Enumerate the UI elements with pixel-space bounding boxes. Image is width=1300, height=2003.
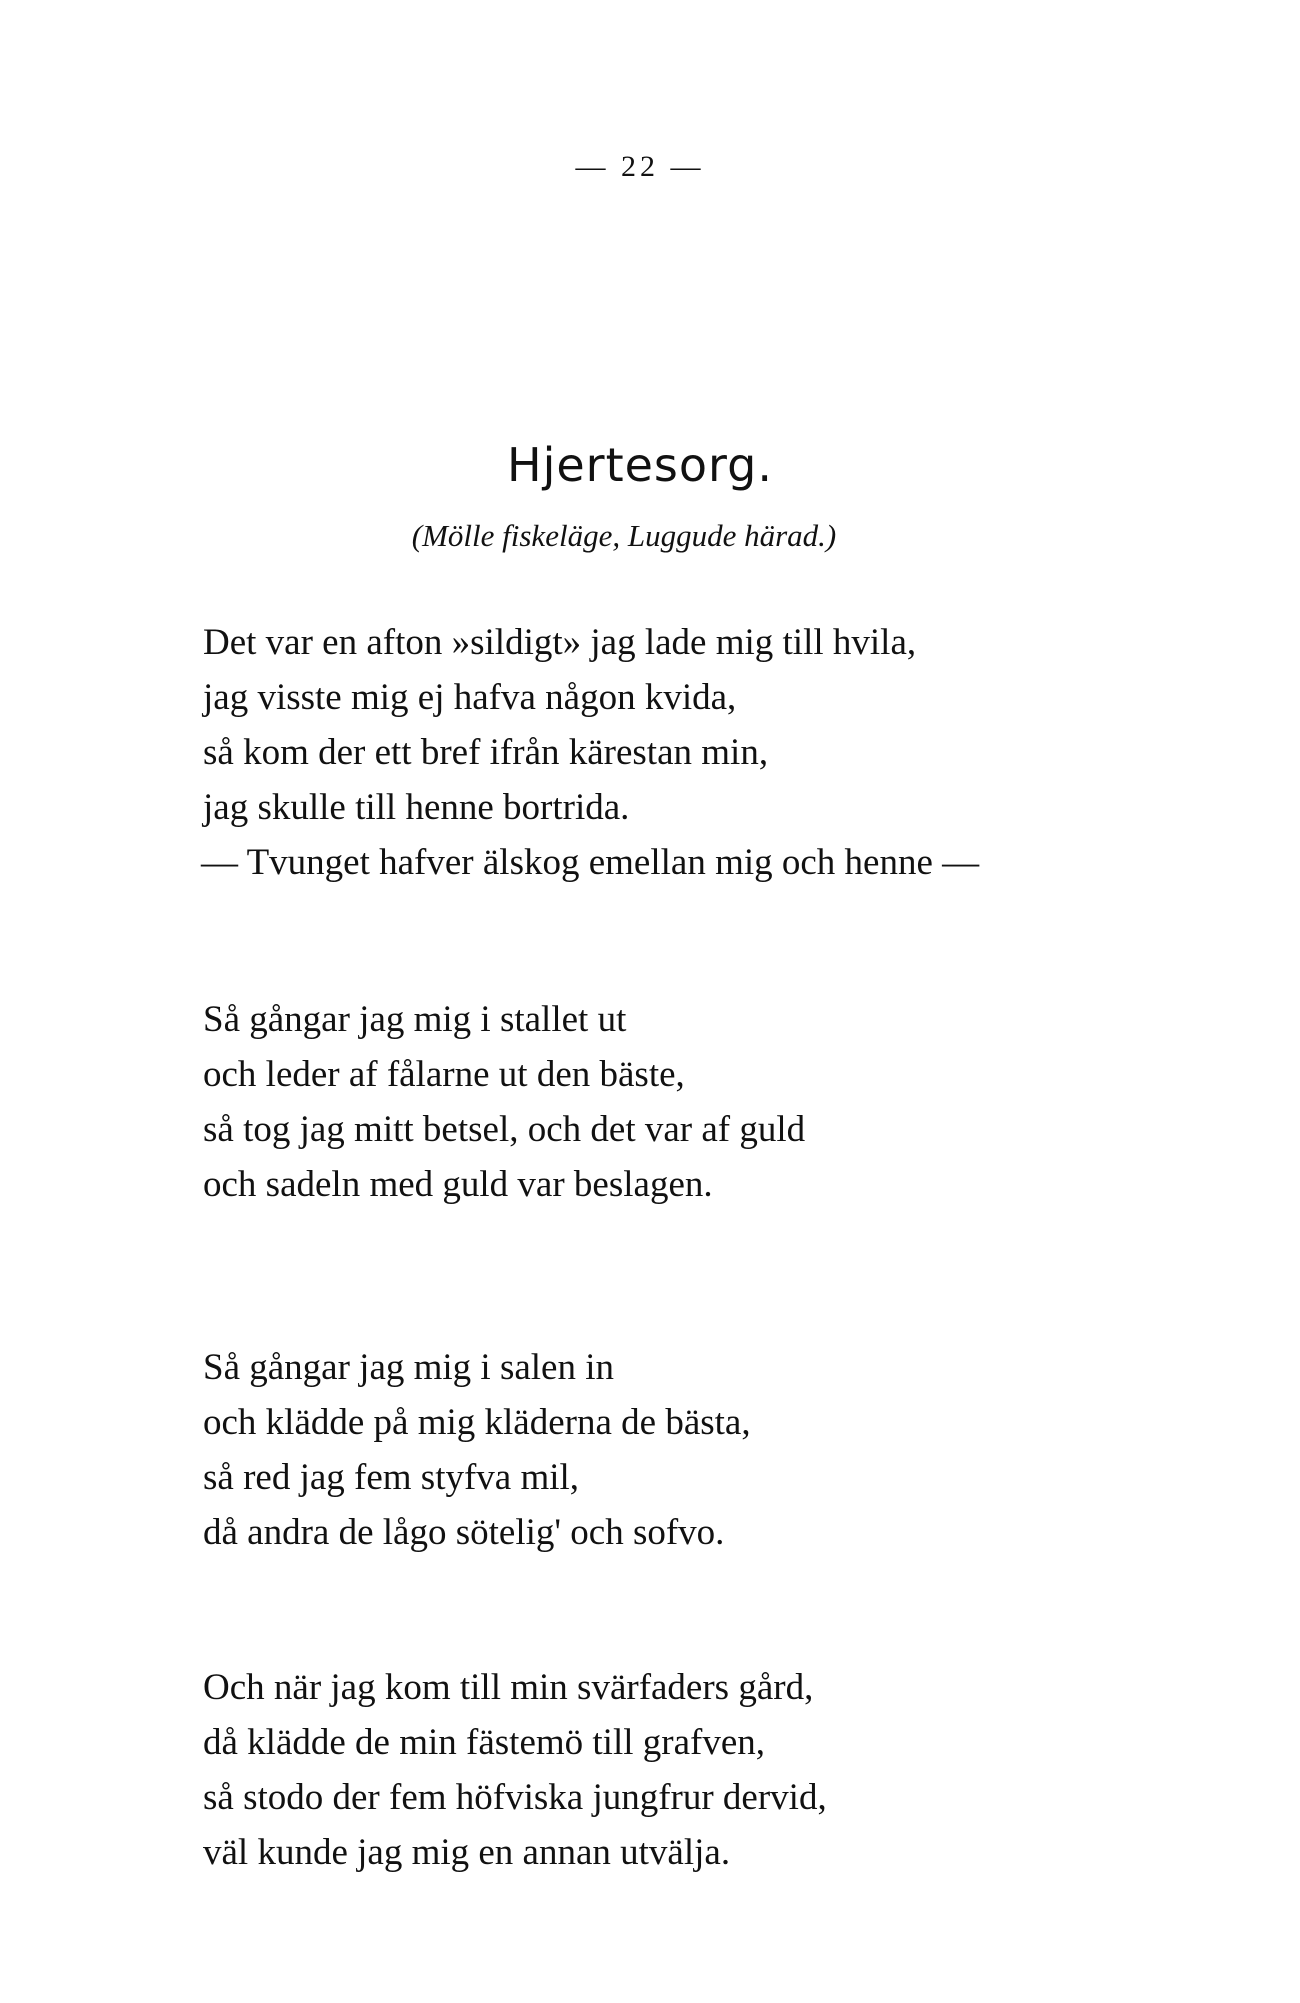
verse-line: jag skulle till henne bortrida. — [203, 787, 630, 828]
poem-subtitle: (Mölle fiskeläge, Luggude härad.) — [411, 518, 837, 553]
page-number: — 22 — — [575, 150, 705, 183]
verse-line: då andra de lågo sötelig' och sofvo. — [203, 1512, 725, 1553]
verse-line: och sadeln med guld var beslagen. — [203, 1164, 713, 1205]
verse-line: så red jag fem styfva mil, — [203, 1457, 580, 1498]
verse-line: så kom der ett bref ifrån kärestan min, — [203, 732, 769, 773]
verse-line: Och när jag kom till min svärfaders gård, — [203, 1667, 814, 1708]
poem-title: Hjertesorg. — [507, 438, 773, 492]
stanza-4 — [203, 1660, 827, 1880]
verse-line: då klädde de min fästemö till grafven, — [203, 1722, 766, 1763]
stanza-3 — [203, 1340, 751, 1560]
verse-line: så tog jag mitt betsel, och det var af guld — [203, 1109, 806, 1150]
refrain-line: — Tvunget hafver älskog emellan mig och henne — — [201, 842, 980, 883]
stanza-1 — [203, 615, 979, 890]
verse-line: Så gångar jag mig i salen in — [203, 1347, 615, 1388]
verse-line: väl kunde jag mig en annan utvälja. — [203, 1832, 731, 1873]
verse-line: och leder af fålarne ut den bäste, — [203, 1054, 685, 1095]
verse-line: så stodo der fem höfviska jungfrur dervid, — [203, 1777, 827, 1818]
verse-line: jag visste mig ej hafva någon kvida, — [203, 677, 737, 718]
stanza-2 — [203, 992, 805, 1212]
verse-line: Så gångar jag mig i stallet ut — [203, 999, 627, 1040]
verse-line: Det var en afton »sildigt» jag lade mig till hvila, — [203, 622, 917, 663]
verse-line: och klädde på mig kläderna de bästa, — [203, 1402, 751, 1443]
